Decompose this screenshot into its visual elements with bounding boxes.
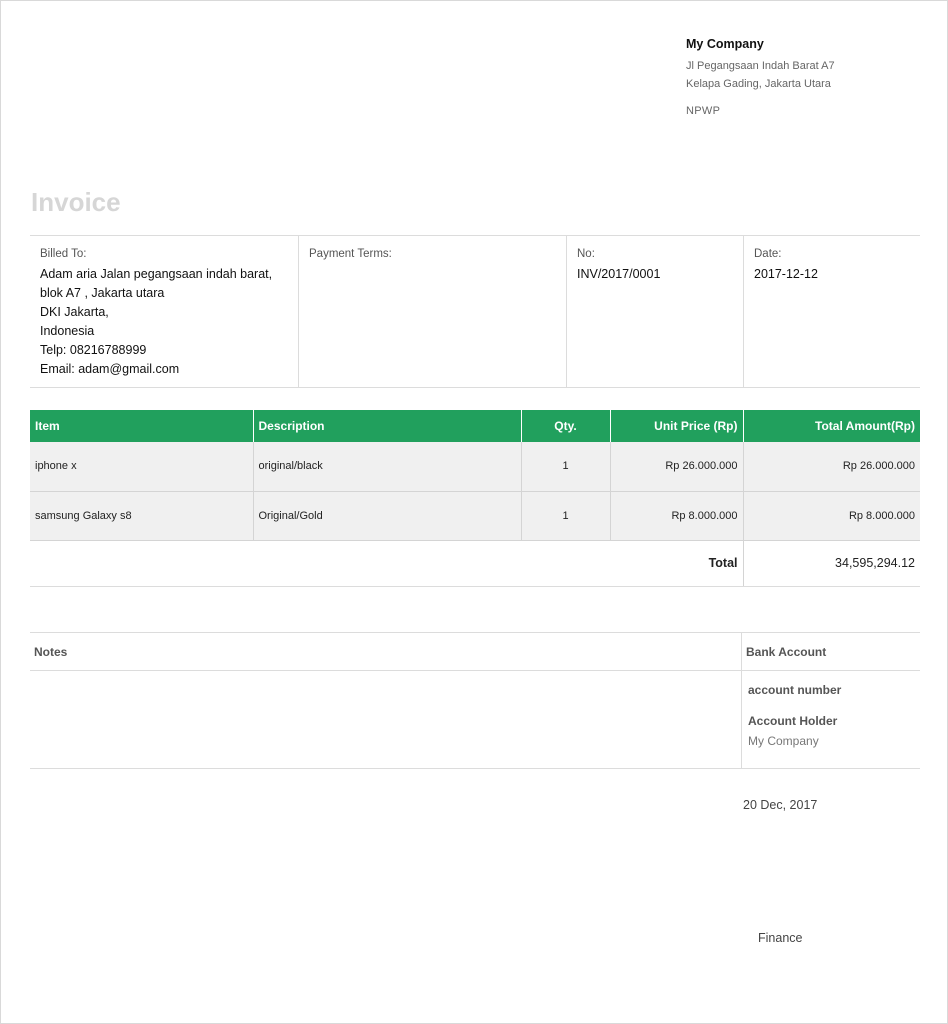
- item-total: Rp 26.000.000: [743, 442, 920, 491]
- column-header-description: Description: [253, 410, 521, 442]
- item-description: original/black: [253, 442, 521, 491]
- bank-account-label: Bank Account: [742, 633, 920, 671]
- invoice-date-label: Date:: [754, 248, 782, 260]
- item-name: samsung Galaxy s8: [30, 491, 253, 540]
- item-qty: 1: [521, 491, 610, 540]
- invoice-number-cell: [566, 236, 743, 387]
- total-label: Total: [610, 540, 743, 586]
- invoice-title: Invoice: [31, 187, 121, 217]
- company-name: My Company: [686, 37, 764, 51]
- company-npwp: NPWP: [686, 105, 721, 117]
- issue-date: 20 Dec, 2017: [743, 798, 818, 812]
- company-address-line2: Kelapa Gading, Jakarta Utara: [686, 78, 831, 90]
- items-header-row: [30, 410, 920, 442]
- company-block: [686, 37, 835, 117]
- payment-terms-label: Payment Terms:: [309, 248, 392, 260]
- billed-to-line: Adam aria Jalan pegangsaan indah barat,: [40, 267, 273, 281]
- invoice-number-value: INV/2017/0001: [577, 267, 661, 281]
- item-unit-price: Rp 8.000.000: [610, 491, 743, 540]
- invoice-number-label: No:: [577, 248, 595, 260]
- billed-to-cell: [30, 236, 298, 387]
- notes-bank-section: [30, 632, 920, 769]
- account-number-label: account number: [748, 683, 842, 697]
- signature-label: Finance: [758, 931, 803, 945]
- item-total: Rp 8.000.000: [743, 491, 920, 540]
- items-table: [30, 410, 920, 587]
- table-row: [30, 491, 920, 540]
- billed-to-line: DKI Jakarta,: [40, 305, 109, 319]
- column-header-total-amount: Total Amount(Rp): [743, 410, 920, 442]
- bank-account-box: [742, 633, 920, 768]
- billed-to-label: Billed To:: [40, 248, 87, 260]
- billed-to-phone: Telp: 08216788999: [40, 343, 147, 357]
- column-header-unit-price: Unit Price (Rp): [610, 410, 743, 442]
- item-name: iphone x: [30, 442, 253, 491]
- billed-to-line: Indonesia: [40, 324, 95, 338]
- notes-box: [30, 633, 742, 768]
- invoice-info-grid: [30, 235, 920, 388]
- total-value: 34,595,294.12: [743, 540, 920, 586]
- payment-terms-cell: [298, 236, 566, 387]
- notes-label: Notes: [30, 633, 741, 671]
- column-header-qty: Qty.: [521, 410, 610, 442]
- table-row: [30, 442, 920, 491]
- item-qty: 1: [521, 442, 610, 491]
- account-holder-label: Account Holder: [748, 714, 838, 728]
- invoice-date-cell: [743, 236, 920, 387]
- invoice-date-value: 2017-12-12: [754, 267, 818, 281]
- column-header-item: Item: [30, 410, 253, 442]
- billed-to-line: blok A7 , Jakarta utara: [40, 286, 165, 300]
- company-address-line1: Jl Pegangsaan Indah Barat A7: [686, 60, 835, 72]
- billed-to-email: Email: adam@gmail.com: [40, 362, 180, 376]
- item-unit-price: Rp 26.000.000: [610, 442, 743, 491]
- total-row: [30, 540, 920, 586]
- item-description: Original/Gold: [253, 491, 521, 540]
- account-holder-value: My Company: [748, 734, 819, 748]
- total-spacer: [30, 540, 610, 586]
